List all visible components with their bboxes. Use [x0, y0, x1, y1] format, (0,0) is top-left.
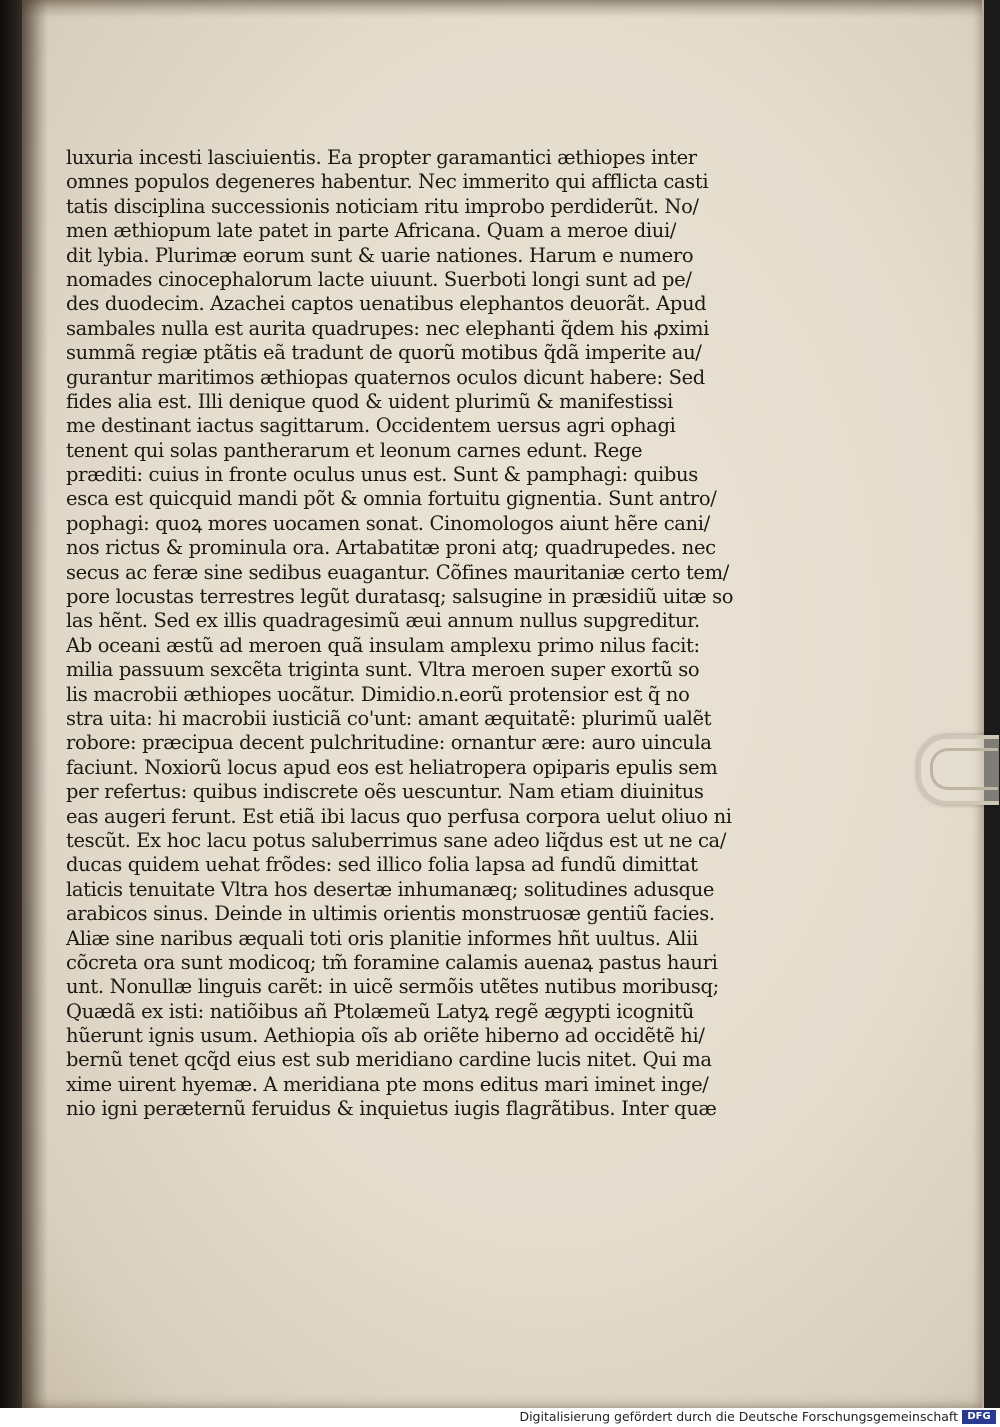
paper-clip-inner: [930, 748, 998, 790]
text-line: robore: præcipua decent pulchritudine: ornantur ære: auro uincula: [66, 731, 712, 755]
footer-credit: Digitalisierung gefördert durch die Deutsche Forschungsgemeinschaft: [519, 1409, 958, 1424]
dfg-logo: DFG: [962, 1410, 996, 1424]
text-line: milia passuum sexcẽta triginta sunt. Vltra meroen super exortũ so: [66, 658, 700, 682]
text-line: lis macrobii æthiopes uocãtur. Dimidio.n.eorũ protensior est q̃ no: [66, 682, 690, 706]
text-line: ducas quidem uehat frõdes: sed illico folia lapsa ad fundũ dimittat: [66, 853, 698, 877]
gutter-shadow: [22, 0, 48, 1408]
text-line: arabicos sinus. Deinde in ultimis orientis monstruosæ gentiũ facies.: [66, 902, 715, 926]
text-line: nio igni peræternũ feruidus & inquietus iugis flagrãtibus. Inter quæ: [66, 1097, 717, 1121]
text-line: pore locustas terrestres legũt duratasq; salsugine in præsidiũ uitæ so: [66, 585, 734, 609]
text-line: luxuria incesti lasciuientis. Ea propter garamantici æthiopes inter: [66, 146, 697, 169]
text-line: esca est quicquid mandi põt & omnia fortuitu gignentia. Sunt antro/: [66, 487, 717, 511]
text-line: præditi: cuius in fronte oculus unus est. Sunt & pamphagi: quibus: [66, 463, 698, 487]
text-line: bernũ tenet qcq̃d eius est sub meridiano cardine lucis nitet. Qui ma: [66, 1048, 712, 1072]
text-line: cõcreta ora sunt modicoq; tm̃ foramine calamis auenaꝝ pastus hauri: [66, 950, 718, 974]
footer-bar: [0, 1408, 1000, 1427]
text-line: tatis disciplina successionis noticiam ritu improbo perdiderũt. No/: [66, 194, 699, 218]
text-line: nos rictus & prominula ora. Artabatitæ proni atq; quadrupedes. nec: [66, 536, 716, 560]
text-line: laticis tenuitate Vltra hos desertæ inhumanæq; solitudines adusque: [66, 877, 715, 901]
text-line: tescũt. Ex hoc lacu potus saluberrimus sane adeo liq̃dus est ut ne ca/: [66, 828, 727, 852]
text-line: stra uita: hi macrobii iusticiã co'unt: amant æquitatẽ: plurimũ ualẽt: [66, 706, 712, 730]
text-line: hũerunt ignis usum. Aethiopia oĩs ab oriẽte hiberno ad occidẽtẽ hi/: [66, 1024, 705, 1048]
text-line: fides alia est. Illi denique quod & uident plurimũ & manifestissi: [66, 389, 673, 413]
text-line: secus ac feræ sine sedibus euagantur. Cõfines mauritaniæ certo tem/: [66, 560, 729, 584]
text-line: per refertus: quibus indiscrete oẽs uescuntur. Nam etiam diuinitus: [66, 780, 704, 804]
text-line: Quædã ex isti: natiõibus añ Ptolæmeũ Latyꝝ regẽ ægypti icognitũ: [66, 999, 694, 1023]
text-line: omnes populos degeneres habentur. Nec immerito qui afflicta casti: [66, 170, 709, 194]
text-line: Aliæ sine naribus æquali toti oris planitie informes hñt uultus. Alii: [66, 926, 698, 950]
text-line: tenent qui solas pantherarum et leonum carnes edunt. Rege: [66, 438, 643, 462]
text-line: sambales nulla est aurita quadrupes: nec elephanti q̃dem his ꝓximi: [66, 316, 709, 340]
text-line: faciunt. Noxiorũ locus apud eos est heliatropera opiparis epulis sem: [66, 755, 718, 779]
text-line: men æthiopum late patet in parte Africana. Quam a meroe diui/: [66, 219, 677, 243]
text-line: summã regiæ ptãtis eã tradunt de quorũ motibus q̃dã imperite au/: [66, 341, 702, 365]
text-line: las hẽnt. Sed ex illis quadragesimũ æui annum nullus supgreditur.: [66, 609, 700, 633]
text-line: Ab oceani æstũ ad meroen quã insulam amplexu primo nilus facit:: [66, 633, 700, 657]
text-line: me destinant iactus sagittarum. Occidentem uersus agri ophagi: [66, 414, 676, 438]
top-shadow: [22, 0, 982, 18]
text-line: dit lybia. Plurimæ eorum sunt & uarie nationes. Harum e numero: [66, 243, 694, 267]
text-line: unt. Nonullæ linguis carẽt: in uicẽ sermõis utẽtes nutibus moribusq;: [66, 975, 719, 999]
text-line: gurantur maritimos æthiopas quaternos oculos dicunt habere: Sed: [66, 365, 705, 389]
text-line: xime uirent hyemæ. A meridiana pte mons editus mari iminet inge/: [66, 1072, 709, 1096]
text-line: eas augeri ferunt. Est etiã ibi lacus quo perfusa corpora uelut oliuo ni: [66, 804, 732, 828]
text-line: pophagi: quoꝝ mores uocamen sonat. Cinomologos aiunt hẽre cani/: [66, 511, 710, 535]
text-block: [66, 146, 766, 1122]
text-line: des duodecim. Azachei captos uenatibus elephantos deuorãt. Apud: [66, 292, 707, 316]
text-line: nomades cinocephalorum lacte uiuunt. Suerboti longi sunt ad pe/: [66, 267, 692, 291]
